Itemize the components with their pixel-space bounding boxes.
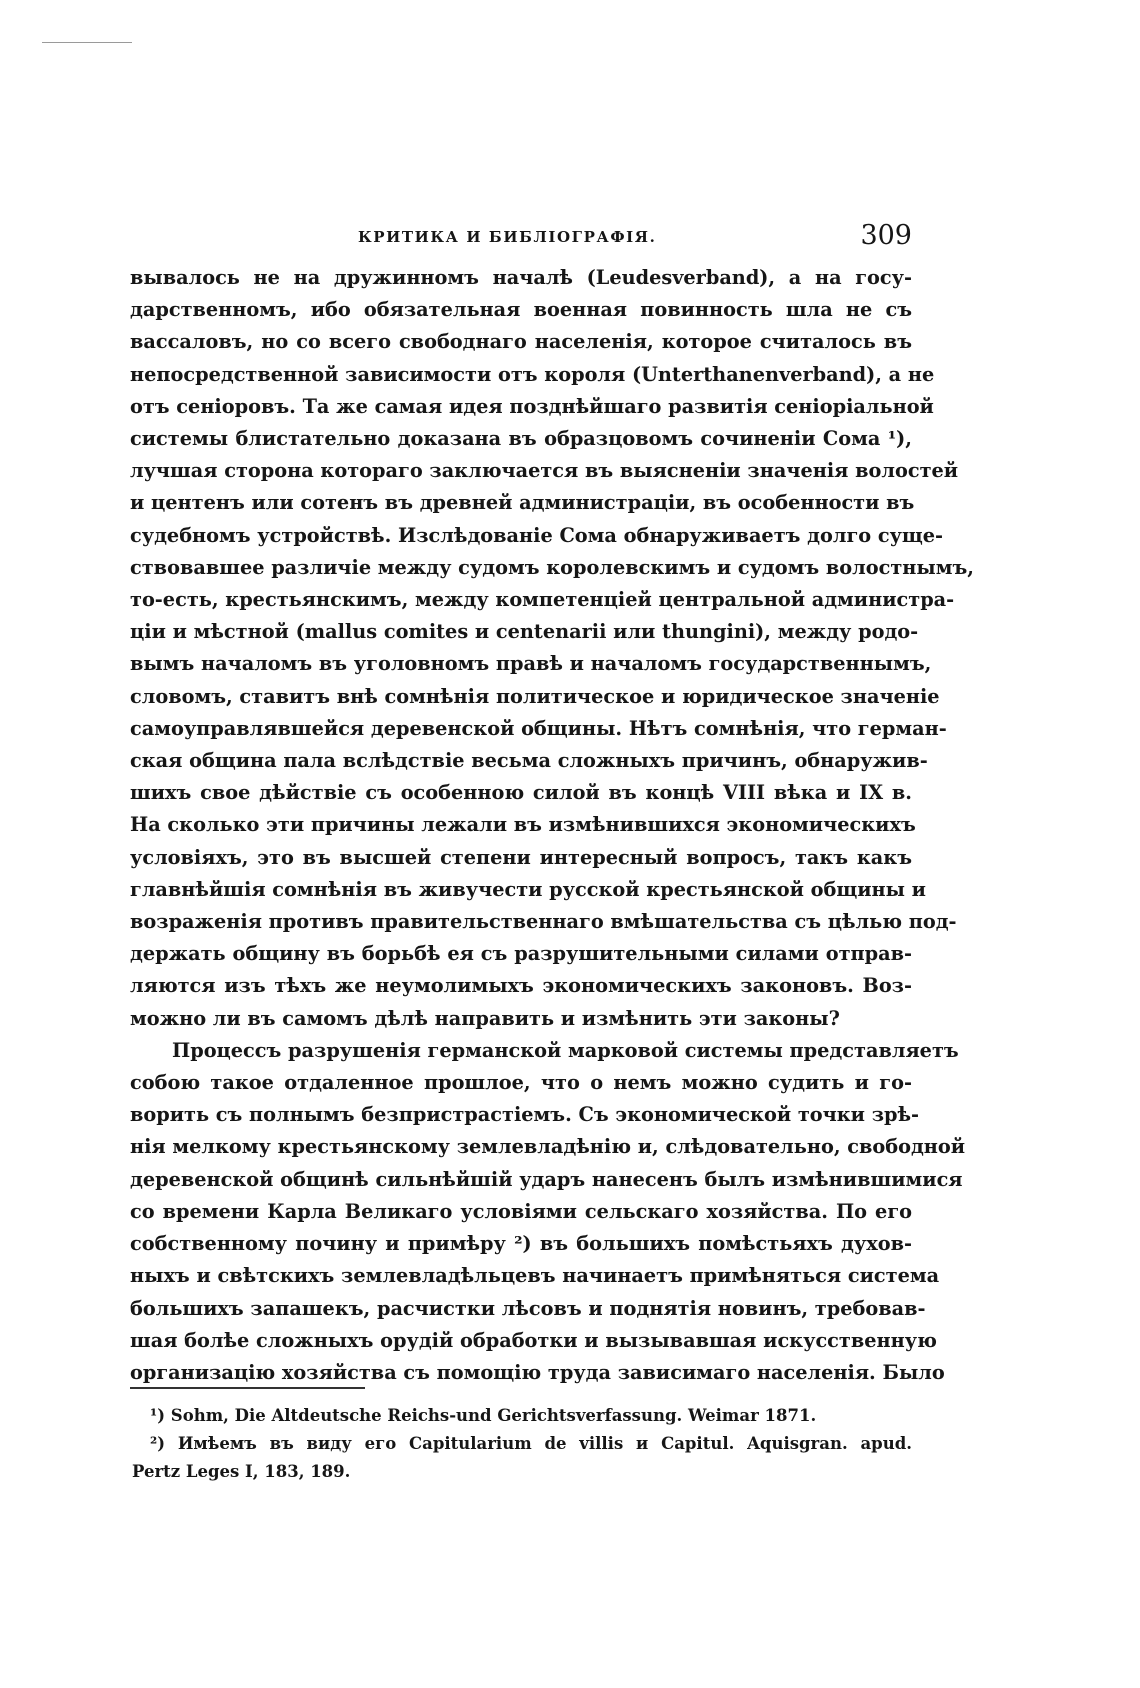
footnote-2-continuation: Pertz Leges I, 183, 189. [132,1462,351,1481]
text-line: держать общину въ борьбѣ ея съ разрушительными силами отправ- [130,942,912,966]
footnote-2: ²) Имѣемъ въ виду его Capitularium de villis и Capitul. Aquisgran. apud. [150,1434,912,1453]
text-line: можно ли въ самомъ дѣлѣ направить и измѣнить эти законы? [130,1006,840,1030]
text-line: лучшая сторона котораго заключается въ выясненіи значенія волостей [130,459,959,483]
running-head: КРИТИКА И БИБЛІОГРАФІЯ. [358,228,657,246]
text-line: ствовавшее различіе между судомъ королевскимъ и судомъ волостнымъ, [130,555,974,579]
text-line: словомъ, ставитъ внѣ сомнѣнія политическое и юридическое значеніе [130,684,940,708]
text-line: деревенской общинѣ сильнѣйшій ударъ нанесенъ былъ измѣнившимися [130,1167,963,1191]
text-line: организацію хозяйства съ помощію труда зависимаго населенія. Было [130,1360,945,1384]
text-line: шихъ свое дѣйствіе съ особенною силой въ концѣ VIII вѣка и IX в. [130,781,912,805]
footnotes [132,1402,912,1486]
text-line: условіяхъ, это въ высшей степени интересный вопросъ, такъ какъ [130,845,912,869]
text-line: нія мелкому крестьянскому землевладѣнію и, слѣдовательно, свободной [130,1135,966,1159]
text-line: самоуправлявшейся деревенской общины. Нѣтъ сомнѣнія, что герман- [130,716,947,740]
text-line: ская община пала вслѣдствіе весьма сложныхъ причинъ, обнаружив- [130,749,928,773]
text-line: со времени Карла Великаго условіями сельскаго хозяйства. По его [130,1199,912,1223]
text-line: ныхъ и свѣтскихъ землевладѣльцевъ начинаетъ примѣняться система [130,1264,940,1288]
text-line: ляются изъ тѣхъ же неумолимыхъ экономическихъ законовъ. Воз- [130,974,912,998]
text-line: собою такое отдаленное прошлое, что о немъ можно судить и го- [130,1071,912,1095]
footnote-rule [130,1387,365,1389]
text-line: На сколько эти причины лежали въ измѣнившихся экономическихъ [130,813,916,837]
text-line: большихъ запашекъ, расчистки лѣсовъ и поднятія новинъ, требовав- [130,1296,926,1320]
paragraph-1 [130,262,974,1035]
text-line: ворить съ полнымъ безпристрастіемъ. Съ экономической точки зрѣ- [130,1103,920,1127]
text-line: судебномъ устройствѣ. Изслѣдованіе Сома обнаруживаетъ долго суще- [130,523,944,547]
text-line: дарственномъ, ибо обязательная военная повинность шла не съ [130,298,912,322]
text-line: Процессъ разрушенія германской марковой системы представляетъ [172,1038,959,1062]
text-line: то-есть, крестьянскимъ, между компетенціей центральной администра- [130,588,955,612]
page-header [130,220,912,254]
text-line: вымъ началомъ въ уголовномъ правѣ и началомъ государственнымъ, [130,652,932,676]
text-line: собственному почину и примѣру ²) въ большихъ помѣстьяхъ духов- [130,1232,912,1256]
paragraph-2 [130,1035,966,1389]
footnote-1: ¹) Sohm, Die Altdeutsche Reichs-und Gerichtsverfassung. Weimar 1871. [150,1406,817,1425]
text-line: вывалось не на дружинномъ началѣ (Leudesverband), а на госу- [130,266,912,289]
text-line: вассаловъ, но со всего свободнаго населенія, которое считалось въ [130,330,912,354]
text-line: ціи и мѣстной (mallus comites и centenarii или thungini), между родо- [130,620,919,644]
text-line: непосредственной зависимости отъ короля (Unterthanenverband), а не [130,362,935,386]
text-line: системы блистательно доказана въ образцовомъ сочиненіи Сома ¹), [130,427,912,451]
text-line: возраженія противъ правительственнаго вмѣшательства съ цѣлью под- [130,910,957,934]
body-text [130,262,974,1389]
text-line: отъ сеніоровъ. Та же самая идея позднѣйшаго развитія сеніоріальной [130,394,934,418]
text-line: шая болѣе сложныхъ орудій обработки и вызывавшая искусственную [130,1328,937,1352]
scan-mark [42,42,132,43]
text-line: главнѣйшія сомнѣнія въ живучести русской крестьянской общины и [130,877,926,901]
text-line: и центенъ или сотенъ въ древней администраціи, въ особенности въ [130,491,915,515]
page-number: 309 [860,220,912,251]
